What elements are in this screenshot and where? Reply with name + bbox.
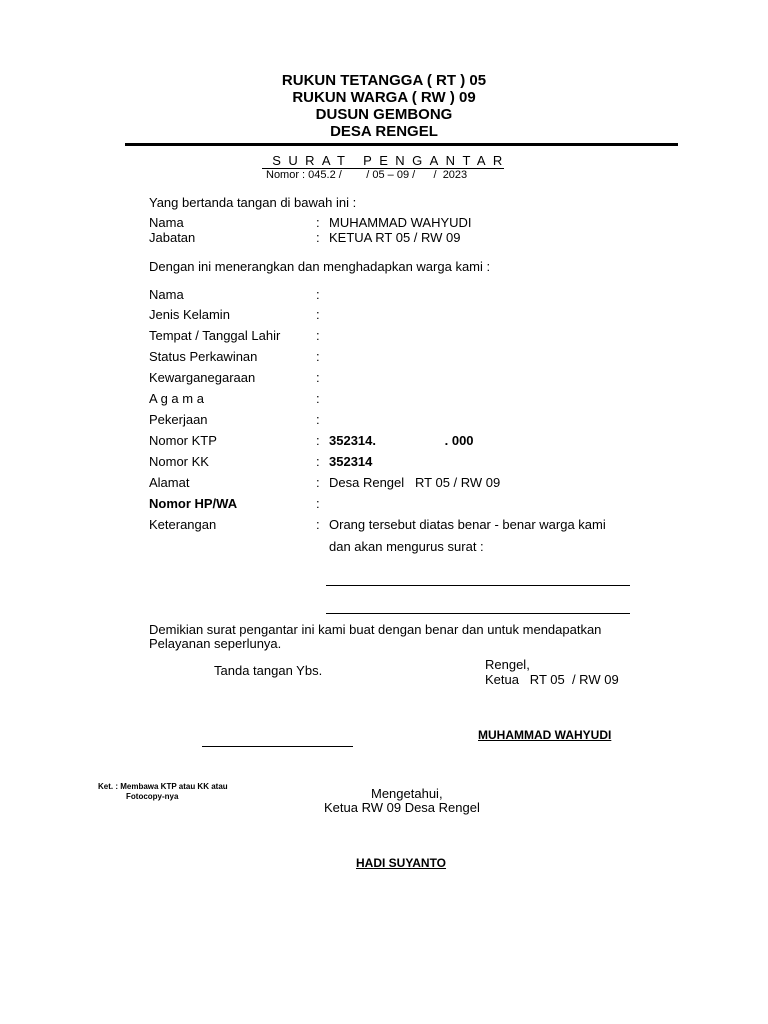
blank-line-2 (326, 613, 630, 614)
signature-place: Rengel, (485, 657, 530, 672)
field-religion-label: A g a m a (149, 391, 204, 406)
field-marital-label: Status Perkawinan (149, 349, 258, 364)
field-ktp-label: Nomor KTP (149, 433, 217, 448)
signature-role: Ketua RT 05 / RW 09 (485, 672, 619, 687)
field-birth-colon: : (316, 328, 320, 343)
note-line-1: Ket. : Membawa KTP atau KK atau (98, 782, 228, 791)
closing-line-2: Pelayanan seperlunya. (149, 636, 282, 651)
field-birth-label: Tempat / Tanggal Lahir (149, 328, 281, 343)
field-ktp-value: 352314. . 000 (329, 433, 474, 448)
field-address-label: Alamat (149, 475, 190, 490)
field-gender-label: Jenis Kelamin (149, 307, 230, 322)
statement-text: Dengan ini menerangkan dan menghadapkan warga kami : (149, 259, 491, 274)
blank-line-1 (326, 585, 630, 586)
field-citizenship-label: Kewarganegaraan (149, 370, 256, 385)
signer-name-colon: : (316, 215, 320, 230)
intro-text: Yang bertanda tangan di bawah ini : (149, 195, 357, 210)
signer-role-colon: : (316, 230, 320, 245)
header-dusun: DUSUN GEMBONG (315, 106, 453, 123)
field-nama-colon: : (316, 287, 320, 302)
applicant-signature-line (202, 746, 353, 747)
field-remark-value: Orang tersebut diatas benar - benar warga kami (329, 517, 606, 532)
field-ktp-colon: : (316, 433, 320, 448)
acknowledged-label: Mengetahui, (371, 786, 443, 801)
rw-head-role: Ketua RW 09 Desa Rengel (324, 800, 480, 815)
field-nama-label: Nama (149, 287, 184, 302)
closing-line-1: Demikian surat pengantar ini kami buat dengan benar dan untuk mendapatkan (149, 622, 602, 637)
header-desa: DESA RENGEL (330, 123, 438, 140)
field-kk-label: Nomor KK (149, 454, 209, 469)
field-phone-colon: : (316, 496, 320, 511)
signer-name-value: MUHAMMAD WAHYUDI (329, 215, 472, 230)
field-occupation-colon: : (316, 412, 320, 427)
field-marital-colon: : (316, 349, 320, 364)
note-line-2: Fotocopy-nya (126, 792, 179, 801)
signer-name-label: Nama (149, 215, 184, 230)
signer-role-value: KETUA RT 05 / RW 09 (329, 230, 461, 245)
header-rw: RUKUN WARGA ( RW ) 09 (292, 89, 476, 106)
field-remark-continued: dan akan mengurus surat : (329, 539, 484, 554)
field-citizenship-colon: : (316, 370, 320, 385)
field-address-colon: : (316, 475, 320, 490)
field-kk-colon: : (316, 454, 320, 469)
field-occupation-label: Pekerjaan (149, 412, 208, 427)
field-kk-value: 352314 (329, 454, 373, 469)
document-title: SURAT PENGANTAR (272, 153, 510, 168)
field-gender-colon: : (316, 307, 320, 322)
document-number: Nomor : 045.2 / / 05 – 09 / / 2023 (266, 169, 468, 181)
field-religion-colon: : (316, 391, 320, 406)
rt-head-name: MUHAMMAD WAHYUDI (478, 728, 612, 742)
signer-role-label: Jabatan (149, 230, 196, 245)
rw-head-name: HADI SUYANTO (356, 856, 447, 870)
applicant-signature-label: Tanda tangan Ybs. (214, 663, 323, 678)
field-address-value: Desa Rengel RT 05 / RW 09 (329, 475, 501, 490)
field-phone-label: Nomor HP/WA (149, 496, 238, 511)
header-rule (125, 143, 678, 146)
header-rt: RUKUN TETANGGA ( RT ) 05 (281, 72, 487, 89)
field-remark-colon: : (316, 517, 320, 532)
field-remark-label: Keterangan (149, 517, 217, 532)
